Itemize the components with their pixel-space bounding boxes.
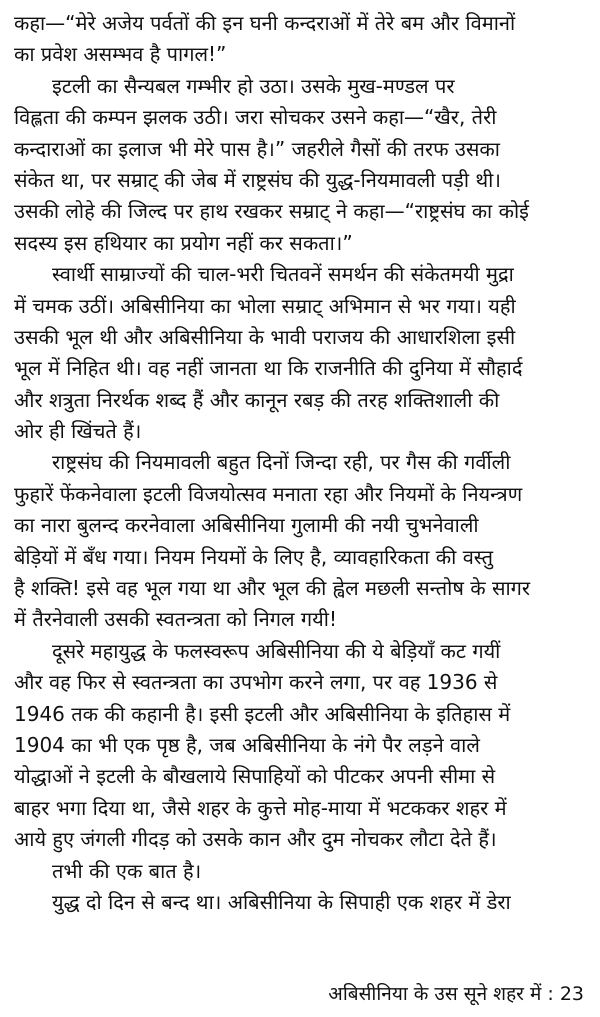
text-line: राष्ट्रसंघ की नियमावली बहुत दिनों जिन्दा रही, पर गैस की गर्वीली: [52, 450, 511, 475]
text-line: स्वार्थी साम्राज्यों की चाल-भरी चितवनें समर्थन की संकेतमयी मुद्रा: [52, 262, 514, 287]
text-line: में चमक उठीं। अबिसीनिया का भोला सम्राट् अभिमान से भर गया। यही: [14, 293, 516, 318]
text-line: फुहारें फेंकनेवाला इटली विजयोत्सव मनाता रहा और नियमों के नियन्त्रण: [14, 481, 523, 506]
text-line: संकेत था, पर सम्राट् की जेब में राष्ट्रसंघ की युद्ध-नियमावली पड़ी थी।: [14, 167, 501, 192]
text-line: बेड़ियों में बँध गया। नियम नियमों के लिए है, व्यावहारिकता की वस्तु: [14, 544, 493, 569]
text-line: और वह फिर से स्वतन्त्रता का उपभोग करने लगा, पर वह 1936 से: [14, 670, 498, 695]
text-line: का नारा बुलन्द करनेवाला अबिसीनिया गुलामी की नयी चुभनेवाली: [14, 513, 479, 538]
text-line: में तैरनेवाली उसकी स्वतन्त्रता को निगल गयी!: [14, 607, 337, 632]
text-line: और शत्रुता निरर्थक शब्द हैं और कानून रबड़ की तरह शक्तिशाली की: [14, 387, 500, 412]
text-line: विह्लता की कम्पन झलक उठी। जरा सोचकर उसने कहा—“खैर, तेरी: [14, 105, 497, 130]
text-line: युद्ध दो दिन से बन्द था। अबिसीनिया के सिपाही एक शहर में डेरा: [52, 889, 511, 914]
text-line: आये हुए जंगली गीदड़ को उसके कान और दुम नोचकर लौटा देते हैं।: [14, 827, 497, 852]
text-line: भूल में निहित थी। वह नहीं जानता था कि राजनीति की दुनिया में सौहार्द: [14, 356, 523, 381]
text-line: बाहर भगा दिया था, जैसे शहर के कुत्ते मोह-माया में भटककर शहर में: [14, 795, 507, 820]
text-line: कहा—“मेरे अजेय पर्वतों की इन घनी कन्दराओं में तेरे बम और विमानों: [14, 11, 516, 35]
text-line: सदस्य इस हथियार का प्रयोग नहीं कर सकता।”: [14, 230, 353, 255]
page-footer: अबिसीनिया के उस सूने शहर में : 23: [328, 983, 584, 1005]
page-body: [14, 8, 590, 918]
text-line: का प्रवेश असम्भव है पागल!”: [14, 42, 227, 67]
text-line: 1904 का भी एक पृष्ठ है, जब अबिसीनिया के नंगे पैर लड़ने वाले: [14, 732, 480, 757]
text-line: 1946 तक की कहानी है। इसी इटली और अबिसीनिया के इतिहास में: [14, 701, 511, 726]
text-line: उसकी भूल थी और अबिसीनिया के भावी पराजय की आधारशिला इसी: [14, 324, 516, 349]
text-line: उसकी लोहे की जिल्द पर हाथ रखकर सम्राट् ने कहा—“राष्ट्रसंघ का कोई: [14, 199, 529, 224]
text-line: योद्धाओं ने इटली के बौखलाये सिपाहियों को पीटकर अपनी सीमा से: [14, 764, 496, 789]
text-line: ओर ही खिंचते हैं।: [14, 419, 142, 444]
text-line: इटली का सैन्यबल गम्भीर हो उठा। उसके मुख-मण्डल पर: [52, 73, 455, 98]
text-line: तभी की एक बात है।: [52, 858, 202, 883]
text-line: कन्दाराओं का इलाज भी मेरे पास है।” जहरीले गैसों की तरफ उसका: [14, 136, 500, 161]
text-line: है शक्ति! इसे वह भूल गया था और भूल की ह्वेल मछली सन्तोष के सागर: [14, 576, 531, 601]
text-line: दूसरे महायुद्ध के फलस्वरूप अबिसीनिया की ये बेड़ियाँ कट गयीं: [52, 638, 501, 663]
